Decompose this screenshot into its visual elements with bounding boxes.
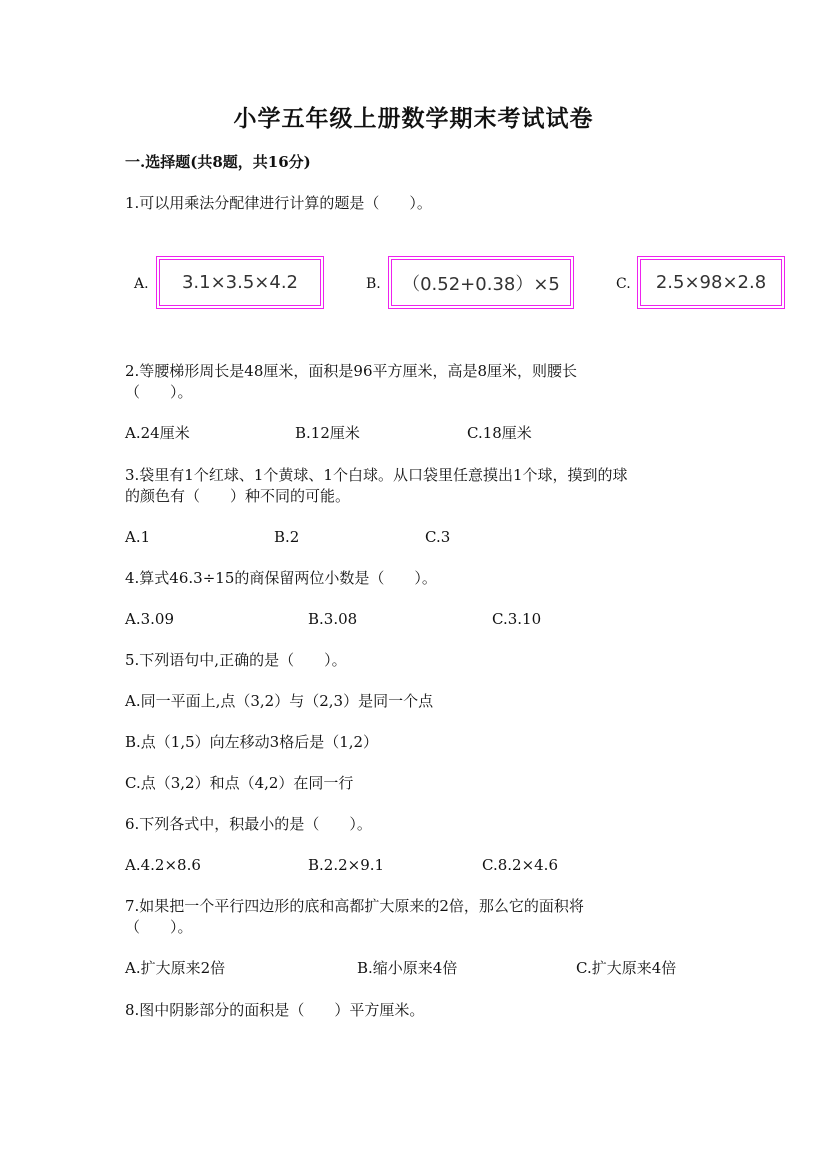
q4-option-a: A.3.09 bbox=[125, 610, 174, 628]
question-4: 4.算式46.3÷15的商保留两位小数是（ ）。 bbox=[125, 569, 437, 587]
q5-option-c: C.点（3,2）和点（4,2）在同一行 bbox=[125, 774, 354, 792]
question-5: 5.下列语句中,正确的是（ ）。 bbox=[125, 651, 347, 669]
q7-option-a: A.扩大原来2倍 bbox=[125, 959, 226, 977]
q6-option-c: C.8.2×4.6 bbox=[482, 856, 558, 874]
q5-option-b: B.点（1,5）向左移动3格后是（1,2） bbox=[125, 733, 379, 751]
page-title: 小学五年级上册数学期末考试试卷 bbox=[233, 105, 594, 132]
q1-option-b-label: B. bbox=[366, 276, 381, 292]
q1-option-a-box bbox=[156, 256, 324, 309]
question-3-line-1: 3.袋里有1个红球、1个黄球、1个白球。从口袋里任意摸出1个球，摸到的球 bbox=[125, 466, 628, 484]
question-2-line-1: 2.等腰梯形周长是48厘米，面积是96平方厘米，高是8厘米，则腰长 bbox=[125, 362, 578, 380]
question-7-line-2: （ ）。 bbox=[125, 918, 193, 936]
section-heading: 一.选择题(共8题，共16分) bbox=[125, 153, 311, 171]
question-7-line-1: 7.如果把一个平行四边形的底和高都扩大原来的2倍，那么它的面积将 bbox=[125, 897, 584, 915]
q1-option-a-expr: 3.1×3.5×4.2 bbox=[181, 272, 299, 293]
q1-option-c-expr: 2.5×98×2.8 bbox=[655, 272, 767, 293]
q1-option-a-label: A. bbox=[134, 276, 149, 292]
q1-option-c-label: C. bbox=[616, 276, 631, 292]
q7-option-c: C.扩大原来4倍 bbox=[576, 959, 677, 977]
q4-option-c: C.3.10 bbox=[492, 610, 542, 628]
question-8: 8.图中阴影部分的面积是（ ）平方厘米。 bbox=[125, 1001, 425, 1019]
q1-option-c-box bbox=[637, 256, 785, 309]
q3-option-c: C.3 bbox=[425, 528, 451, 546]
q7-option-b: B.缩小原来4倍 bbox=[357, 959, 458, 977]
q3-option-a: A.1 bbox=[125, 528, 151, 546]
question-6: 6.下列各式中，积最小的是（ ）。 bbox=[125, 815, 372, 833]
q1-option-b-expr: （0.52+0.38）×5 bbox=[402, 273, 560, 295]
q6-option-a: A.4.2×8.6 bbox=[125, 856, 201, 874]
q2-option-c: C.18厘米 bbox=[467, 424, 532, 442]
q5-option-a: A.同一平面上,点（3,2）与（2,3）是同一个点 bbox=[125, 692, 434, 710]
question-1: 1.可以用乘法分配律进行计算的题是（ ）。 bbox=[125, 194, 432, 212]
question-2-line-2: （ ）。 bbox=[125, 383, 193, 401]
q1-option-b-box bbox=[388, 256, 574, 309]
q6-option-b: B.2.2×9.1 bbox=[308, 856, 385, 874]
question-3-line-2: 的颜色有（ ）种不同的可能。 bbox=[125, 487, 351, 505]
q2-option-b: B.12厘米 bbox=[295, 424, 360, 442]
q3-option-b: B.2 bbox=[274, 528, 300, 546]
q4-option-b: B.3.08 bbox=[308, 610, 358, 628]
q2-option-a: A.24厘米 bbox=[125, 424, 190, 442]
